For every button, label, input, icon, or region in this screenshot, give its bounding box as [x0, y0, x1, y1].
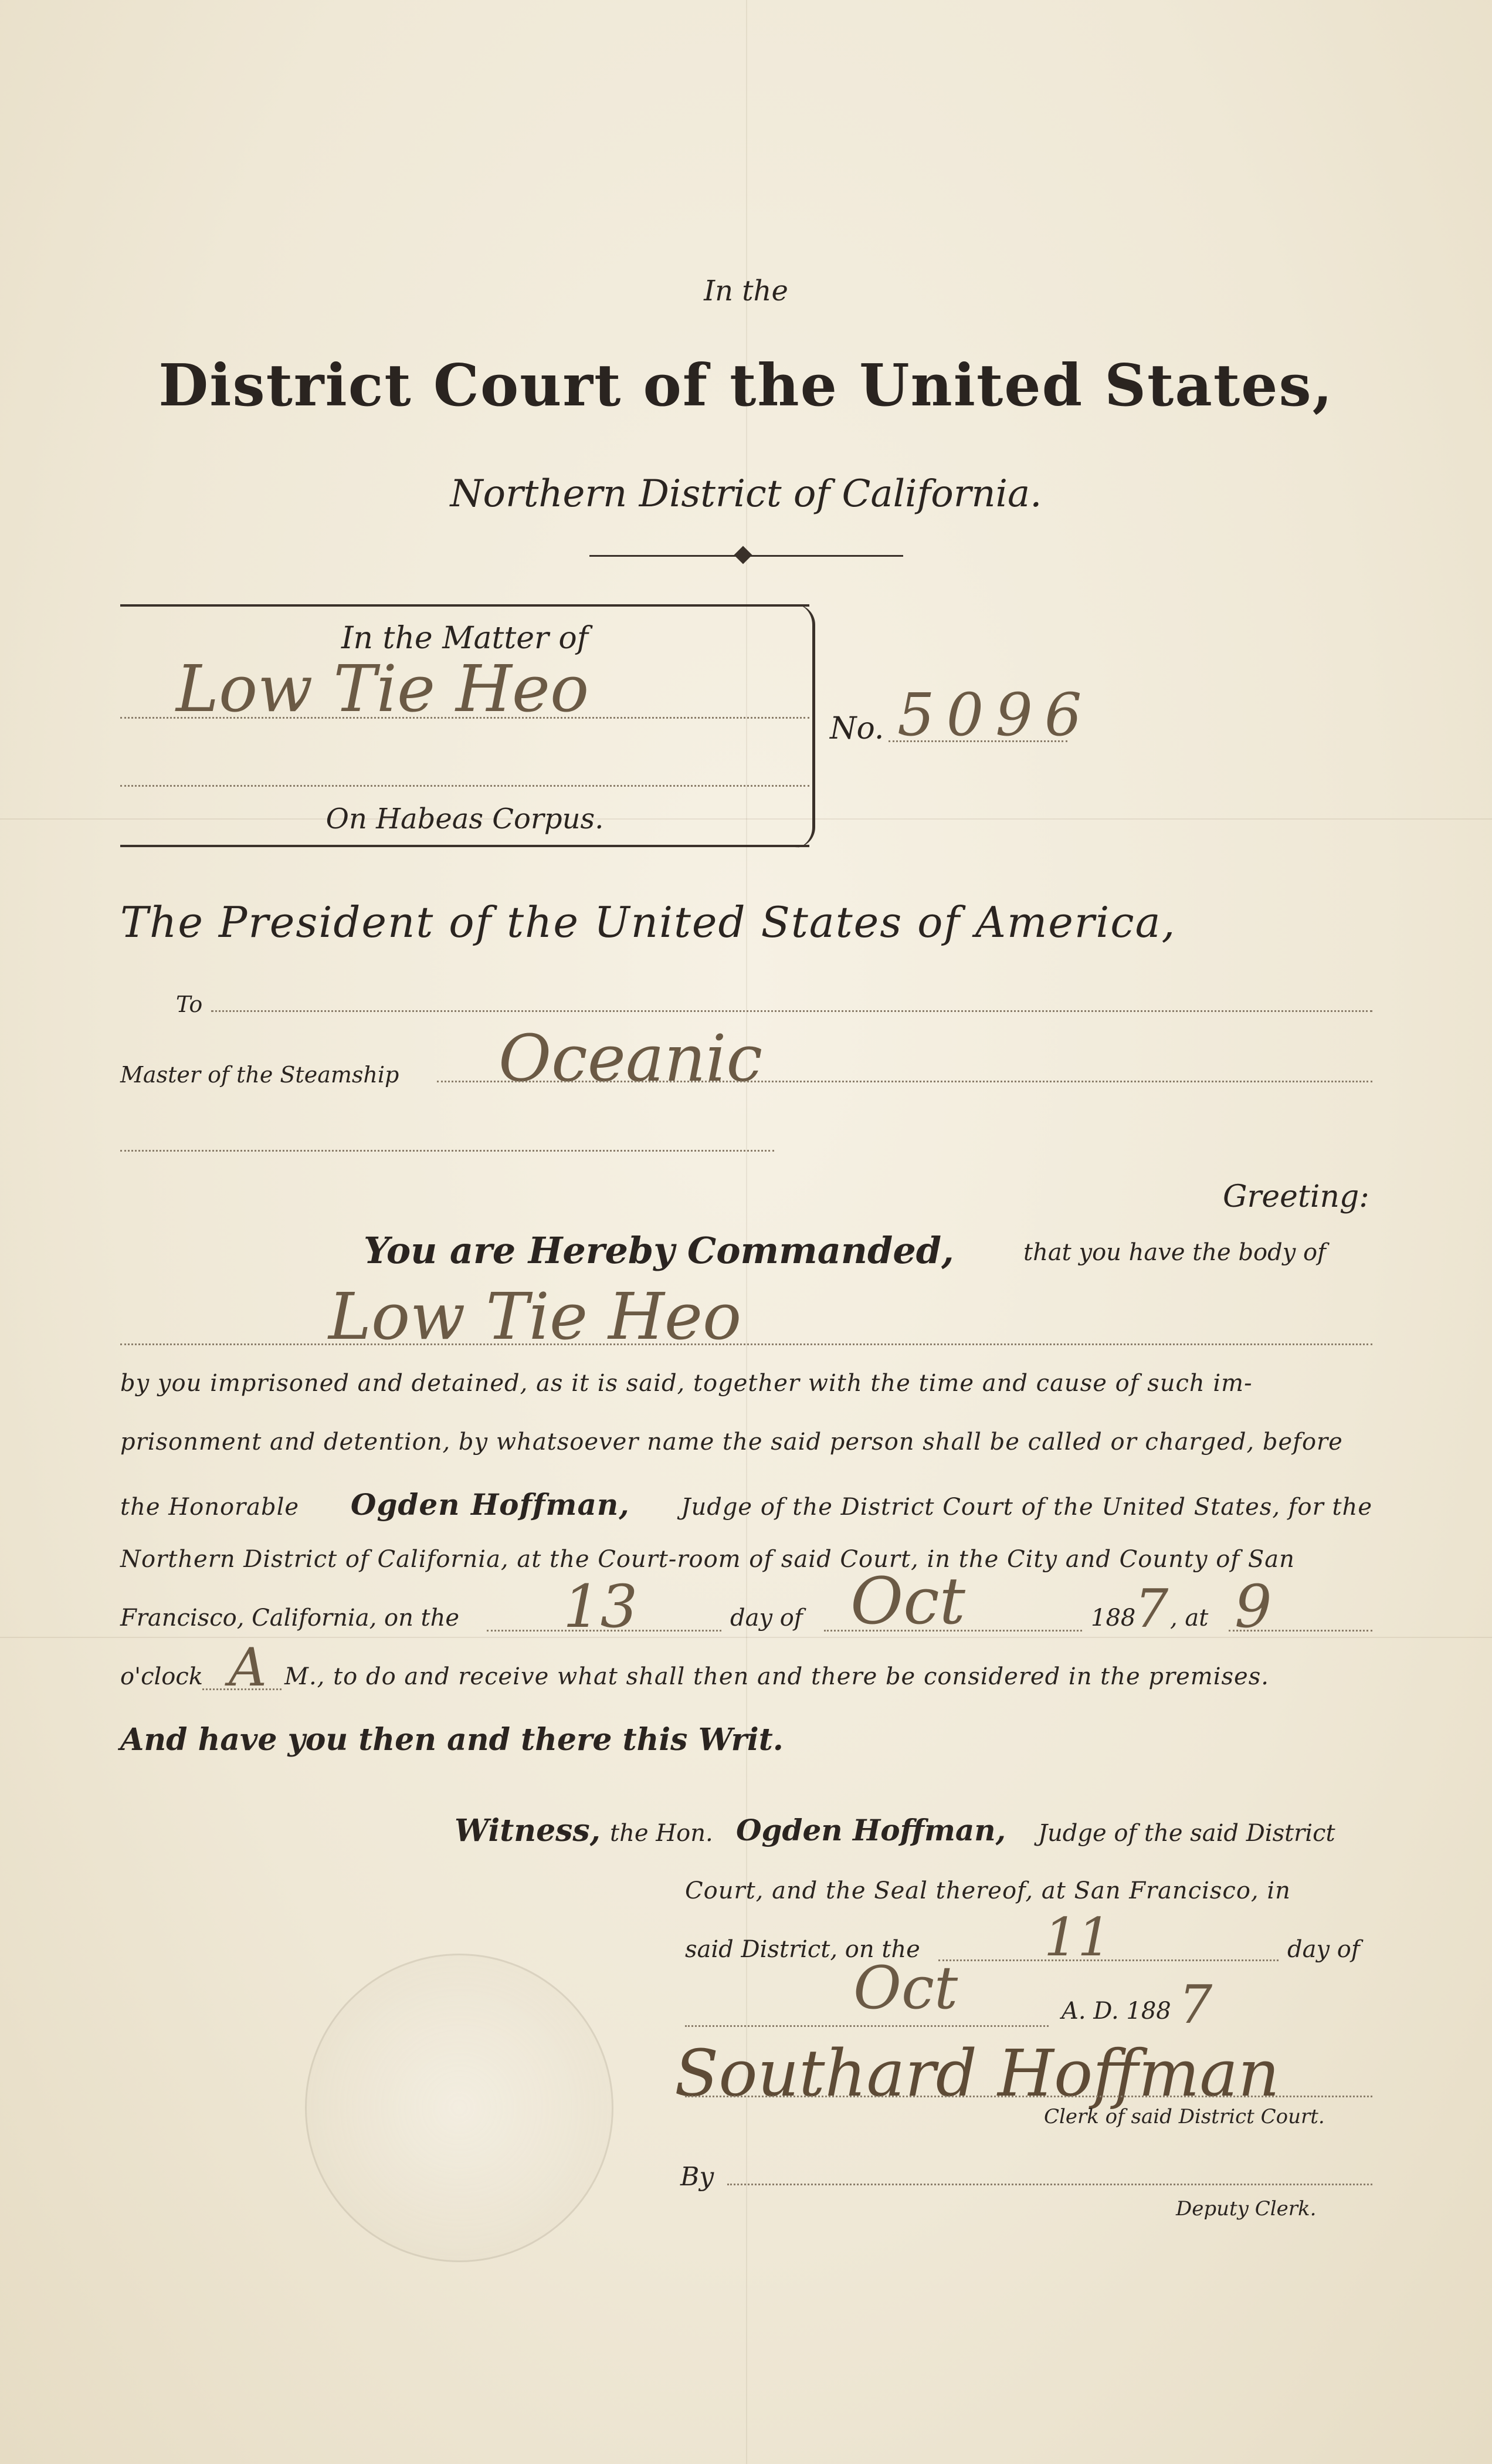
body-text: the Honorable	[120, 1494, 300, 1521]
witness-month-dotted-line	[685, 2025, 1049, 2027]
clerk-label: Clerk of said District Court.	[1044, 2105, 1325, 2128]
to-label: To	[176, 991, 203, 1017]
greeting: Greeting:	[1223, 1179, 1369, 1214]
witness-month: Oct	[853, 1954, 958, 2022]
commanded-heading: You are Hereby Commanded,	[364, 1229, 954, 1272]
number-dotted-line	[889, 740, 1067, 742]
body-text: by you imprisoned and detained, as it is said, together with the time and cause of such im-	[120, 1370, 1253, 1397]
steamship-name: Oceanic	[499, 1021, 763, 1096]
deputy-label: Deputy Clerk.	[1176, 2197, 1317, 2221]
witness-word: Witness,	[455, 1813, 601, 1849]
witness-day: 11	[1044, 1907, 1111, 1968]
clerk-signature: Southard Hoffman	[674, 2036, 1280, 2111]
by-label: By	[680, 2162, 714, 2192]
hearing-month: Oct	[850, 1563, 965, 1639]
caption-bracket	[795, 604, 815, 848]
caption-dotted-line	[120, 717, 809, 719]
ad-label: A. D. 188	[1062, 1998, 1171, 2025]
president-line: The President of the United States of America,	[120, 898, 1176, 947]
district-title: Northern District of California.	[450, 472, 1042, 516]
day-of-label: day of	[730, 1605, 803, 1632]
prisoner-name: Low Tie Heo	[328, 1279, 742, 1354]
witness-day-of: day of	[1287, 1936, 1360, 1963]
hearing-year: 7	[1135, 1578, 1169, 1640]
prisoner-dotted-line	[120, 1343, 1372, 1345]
hearing-hour: 9	[1235, 1572, 1272, 1641]
hearing-day: 13	[563, 1572, 638, 1641]
witness-the-hon: the Hon.	[610, 1820, 713, 1847]
court-title: District Court of the United States,	[158, 352, 1334, 419]
year-prefix: 188	[1091, 1605, 1136, 1632]
witness-text: Judge of the said District	[1038, 1820, 1335, 1847]
date-line-text: Francisco, California, on the	[120, 1605, 460, 1632]
judge-name: Ogden Hoffman,	[350, 1487, 630, 1522]
on-habeas-corpus: On Habeas Corpus.	[325, 803, 604, 835]
number-label: No.	[830, 711, 884, 746]
oclock-label: o'clock	[120, 1663, 203, 1690]
body-line-2	[120, 1429, 1372, 1456]
body-line-3	[120, 1487, 1372, 1522]
caption-dotted-line	[120, 785, 809, 787]
signature-dotted-line	[685, 2096, 1372, 2097]
in-the-matter-of: In the Matter of	[341, 621, 588, 656]
at-label: , at	[1170, 1605, 1209, 1632]
divider-diamond-icon	[734, 546, 752, 564]
body-text: Judge of the District Court of the United States, for the	[681, 1494, 1372, 1521]
body-of-text: that you have the body of	[1023, 1239, 1326, 1266]
hearing-meridiem: A	[229, 1637, 267, 1698]
court-seal	[305, 1954, 613, 2262]
caption-bottom-rule	[120, 845, 809, 847]
header-in-the: In the	[704, 275, 788, 307]
address-dotted-line	[120, 1150, 774, 1152]
body-text: Northern District of California, at the Court-room of said Court, in the City and County of San	[120, 1546, 1295, 1573]
closing-line: And have you then and there this Writ.	[120, 1722, 784, 1758]
case-number: 5096	[897, 681, 1094, 749]
petitioner-name: Low Tie Heo	[176, 651, 589, 726]
witness-line-2: Court, and the Seal thereof, at San Francisco, in	[685, 1877, 1291, 1904]
body-text: prisonment and detention, by whatsoever name the said person shall be called or charged, before	[120, 1429, 1343, 1456]
body-line-4	[120, 1546, 1372, 1573]
witness-judge-name: Ogden Hoffman,	[736, 1813, 1006, 1847]
master-label: Master of the Steamship	[120, 1062, 399, 1088]
master-dotted-line	[437, 1081, 1372, 1082]
to-dotted-line	[211, 1010, 1372, 1012]
meridiem-text: M., to do and receive what shall then and there be considered in the premises.	[284, 1663, 1269, 1690]
body-line-1	[120, 1370, 1372, 1397]
witness-line-3: said District, on the	[685, 1936, 920, 1963]
caption-top-rule	[120, 604, 809, 607]
witness-year: 7	[1179, 1974, 1213, 2036]
deputy-dotted-line	[727, 2184, 1372, 2185]
